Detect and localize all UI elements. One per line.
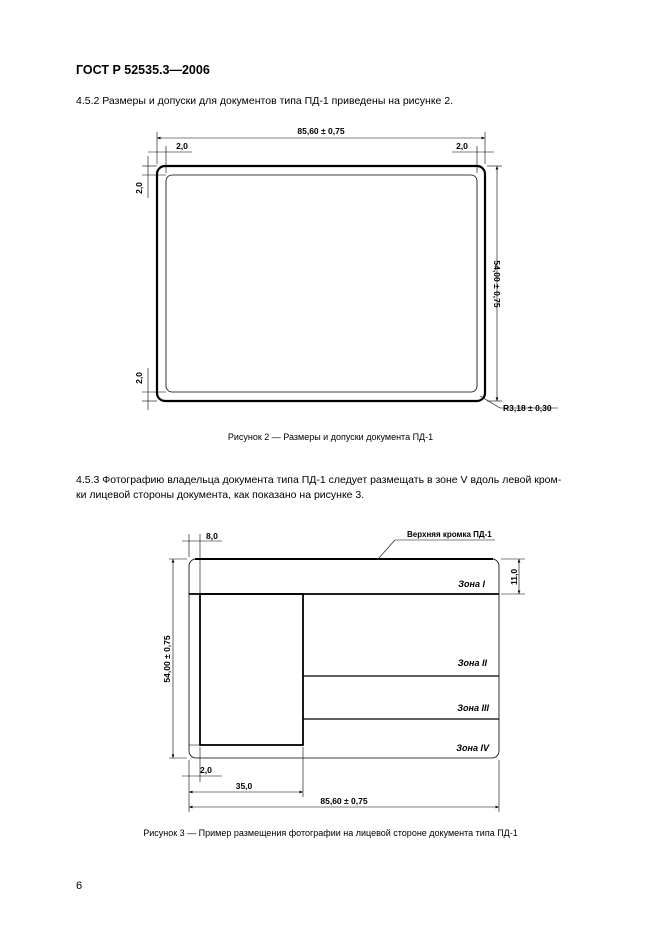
figure-3-photo-offset-dimension: [182, 534, 222, 593]
section-4-5-3-line-1: 4.5.3 Фотографию владельца документа типа ПД-1 следует размещать в зоне V вдоль левой кром-: [76, 474, 562, 486]
figure-2-bottom-margin-label: 2,0: [134, 372, 144, 384]
figure-2-width-label: 85,60 ± 0,75: [297, 126, 345, 136]
figure-3-width-label: 85,60 ± 0,75: [320, 796, 368, 806]
figure-3-top-edge-label: Верхняя кромка ПД-1: [407, 530, 492, 539]
figure-3-zone-2: Зона II: [457, 658, 487, 668]
figure-3-bottom-margin-label: 2,0: [200, 765, 212, 775]
figure-3-zone-4: Зона IV: [456, 743, 489, 753]
figure-2-caption: Рисунок 2 — Размеры и допуски документа ПД-1: [227, 432, 434, 442]
figure-2-right-margin-label: 2,0: [456, 141, 468, 151]
figure-3-zone1-height-label: 11,0: [509, 568, 519, 586]
figure-3-zone-1: Зона I: [458, 579, 485, 589]
figure-3-height-label: 54,00 ± 0,75: [162, 635, 172, 683]
figure-3-top-edge-leader: [378, 540, 395, 559]
figure-3-zone-3: Зона III: [457, 703, 489, 713]
figure-2-height-label: 54,00 ± 0,75: [492, 260, 502, 308]
figure-3-photo-offset-label: 8,0: [206, 531, 218, 541]
figure-2-top-margin-label: 2,0: [134, 182, 144, 194]
document-header: ГОСТ Р 52535.3—2006: [76, 63, 210, 77]
section-4-5-3-line-2: ки лицевой стороны документа, как показано на рисунке 3.: [76, 489, 365, 501]
figure-3-card: [189, 559, 499, 758]
figure-3-caption: Рисунок 3 — Пример размещения фотографии на лицевой стороне документа типа ПД-1: [143, 828, 518, 838]
section-4-5-2-text: 4.5.2 Размеры и допуски для документов типа ПД-1 приведены на рисунке 2.: [76, 95, 454, 107]
page-number: 6: [76, 880, 83, 892]
figure-2-left-margin-label: 2,0: [176, 141, 188, 151]
figure-2-radius-label: R3,18 ± 0,30: [503, 403, 552, 413]
figure-3-photo-width-label: 35,0: [235, 781, 253, 791]
